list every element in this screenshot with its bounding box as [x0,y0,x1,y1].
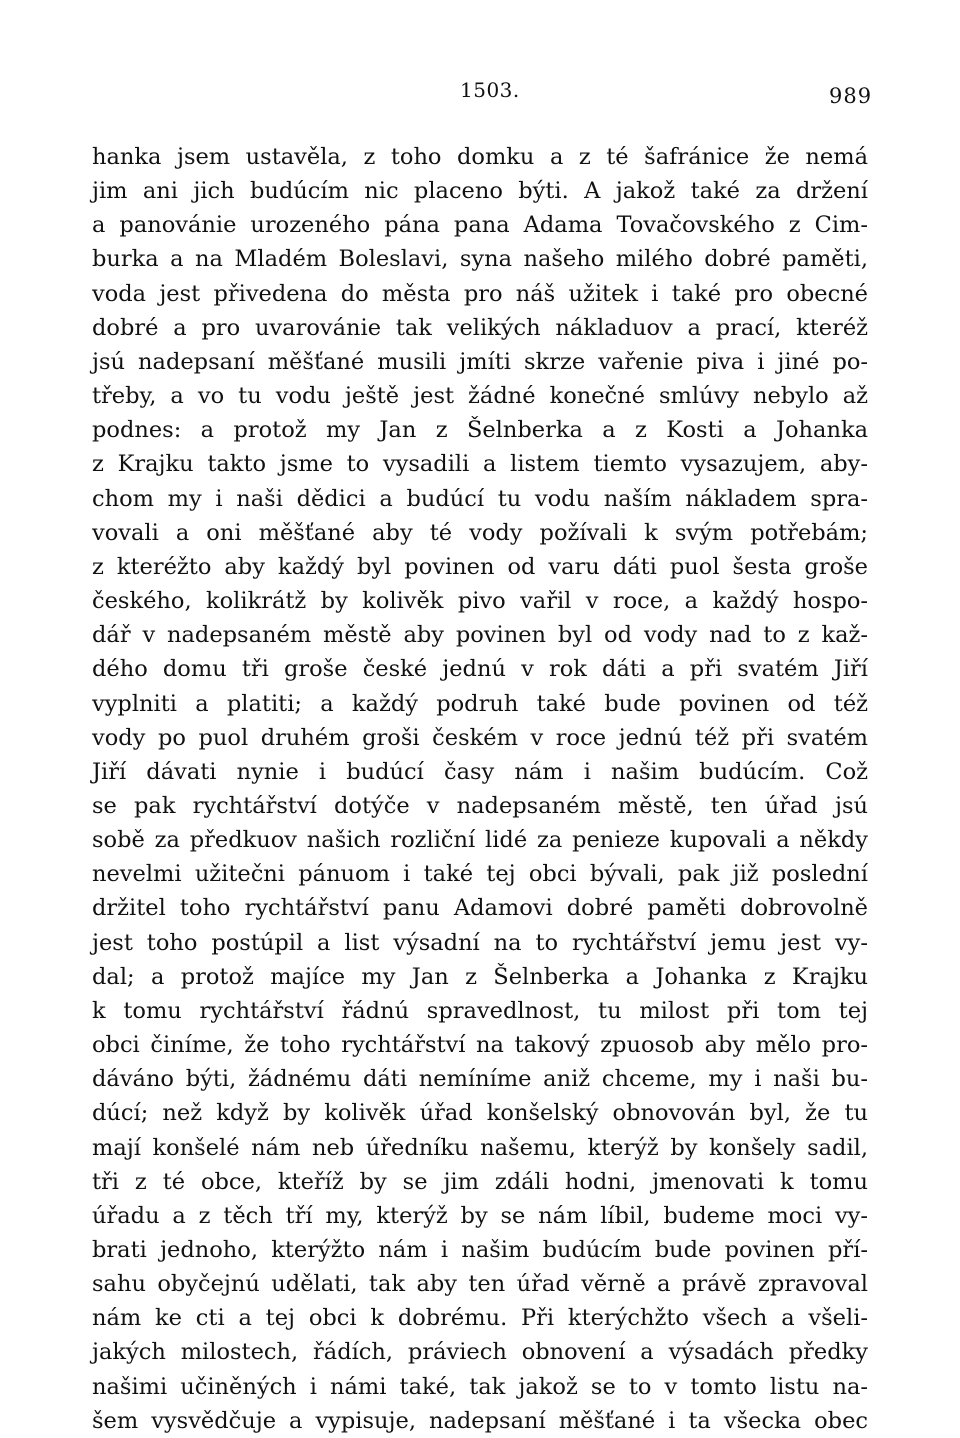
text-line: vyplniti a platiti; a každý podruh také bude povinen od též [92,690,868,717]
text-line: šem vysvědčuje a vypisuje, nadepsaní měšťané i ta všecka obec [92,1407,868,1434]
text-line: nevelmi užitečni pánuom i také tej obci bývali, pak již poslední [92,861,868,888]
text-line: úřadu a z těch tří my, kterýž by se nám líbil, budeme moci vy- [92,1202,868,1229]
text-line: hanka jsem ustavěla, z toho domku a z té šafránice že nemá [92,144,868,170]
text-line: brati jednoho, kterýžto nám i našim budúcím bude povinen pří- [92,1237,868,1263]
text-line: jsú nadepsaní měšťané musili jmíti skrze vařenie piva i jiné po- [92,348,868,375]
text-line: chom my i naši dědici a budúcí tu vodu naším nákladem spra- [92,485,868,512]
text-line: z Krajku takto jsme to vysadili a listem tiemto vysazujem, aby- [92,451,868,478]
text-line: jest toho postúpil a list výsadní na to rychtářství jemu jest vy- [92,929,868,956]
text-line: vody po puol druhém groši českém v roce jednú též při svatém [92,724,868,751]
text-line: podnes: a protož my Jan z Šelnberka a z Kosti a Johanka [92,417,868,444]
text-line: vovali a oni měšťané aby té vody požívali k svým potřebám; [92,519,868,546]
text-line: k tomu rychtářství řádnú spravedlnost, tu milost při tom tej [92,997,868,1024]
text-line: dář v nadepsaném městě aby povinen byl od vody nad to z kaž- [92,622,868,649]
text-line: z kteréžto aby každý byl povinen od varu dáti puol šesta groše [92,553,868,580]
running-head [0,78,960,108]
running-head-year: 1503. [460,78,520,102]
text-line: držitel toho rychtářství panu Adamovi dobré paměti dobrovolně [92,895,868,922]
text-line: jim ani jich budúcím nic placeno býti. A jakož také za držení [92,178,868,205]
text-line: burka a na Mladém Boleslavi, syna našeho milého dobré paměti, [92,246,868,273]
text-line: a panovánie urozeného pána pana Adama Tovačovského z Cim- [92,212,868,239]
text-line: dého domu tři groše české jednú v rok dáti a při svatém Jiří [92,656,868,683]
text-line: dal; a protož majíce my Jan z Šelnberka a Johanka z Krajku [92,963,868,990]
text-line: nám ke cti a tej obci k dobrému. Při kterýchžto všech a všeli- [92,1305,868,1332]
text-line: třeby, a vo tu vodu ještě jest žádné konečné smlúvy nebylo až [92,383,868,410]
text-line: se pak rychtářství dotýče v nadepsaném městě, ten úřad jsú [92,792,868,819]
text-line: tři z té obce, kteříž by se jim zdáli hodni, jmenovati k tomu [92,1168,868,1195]
text-line: dáváno býti, žádnému dáti nemíníme aniž chceme, my i naši bu- [92,1066,868,1093]
text-line: dobré a pro uvarovánie tak velikých nákladuov a prací, kteréž [92,314,868,341]
text-line: jakých milostech, řádích, práviech obnovení a výsadách předky [92,1339,868,1366]
text-line: Jiří dávati nynie i budúcí časy nám i našim budúcím. Což [92,758,868,785]
page-number: 989 [829,84,873,108]
body-text [92,140,868,1438]
text-line: voda jest přivedena do města pro náš užitek i také pro obecné [92,280,868,307]
text-line: sahu obyčejnú udělati, tak aby ten úřad věrně a právě zpravoval [92,1271,868,1298]
text-line: našimi učiněných i námi také, tak jakož se to v tomto listu na- [92,1373,868,1400]
text-line: mají konšelé nám neb úředníku našemu, kterýž by konšely sadil, [92,1134,868,1161]
text-line: českého, kolikrátž by kolivěk pivo vařil v roce, a každý hospo- [92,588,868,615]
text-line: sobě za předkuov našich rozliční lidé za penieze kupovali a někdy [92,827,868,854]
text-line: obci činíme, že toho rychtářství na takový zpuosob aby mělo pro- [92,1032,868,1059]
text-line: dúcí; než když by kolivěk úřad konšelský obnovován byl, že tu [92,1100,868,1127]
